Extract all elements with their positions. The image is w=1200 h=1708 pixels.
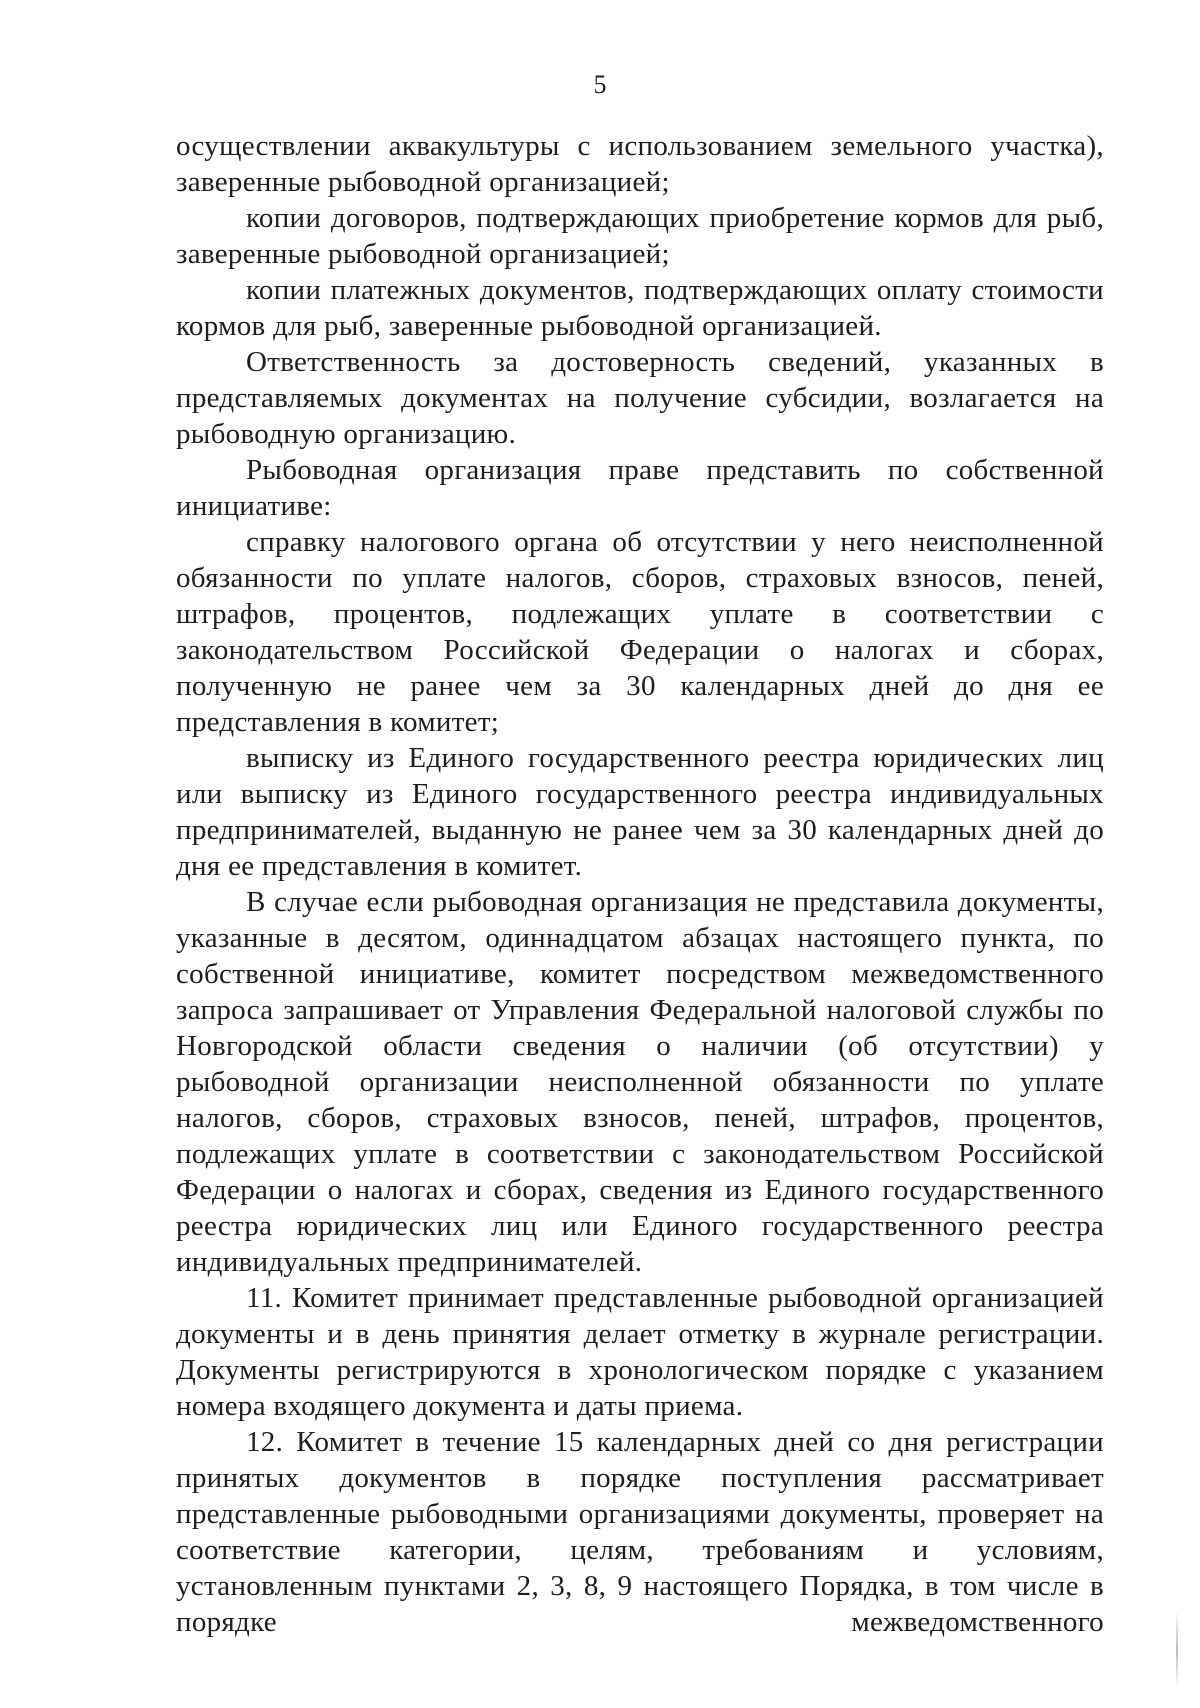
paragraph: Рыбоводная организация праве представить по собственной инициативе: — [176, 454, 1104, 522]
paragraph: выписку из Единого государственного реестра юридических лиц или выписку из Единого государственного реестра индивидуальных предпринимателей, выданную не ранее чем за 30 календарных дней до дня ее представления в комитет. — [176, 742, 1104, 882]
paragraph: В случае если рыбоводная организация не представила документы, указанные в десятом, одиннадцатом абзацах настоящего пункта, по собственной инициативе, комитет посредством межведомственного запроса запрашивает от Управления Федеральной налоговой службы по Новгородской области сведения о наличии (об отсутствии) у рыбоводной организации неисполненной обязанности по уплате налогов, сборов, страховых взносов, пеней, штрафов, процентов, подлежащих уплате в соответствии с законодательством Российской Федерации о налогах и сборах, сведения из Единого государственного реестра юридических лиц или Единого государственного реестра индивидуальных предпринимателей. — [176, 886, 1104, 1278]
paragraph: копии платежных документов, подтверждающих оплату стоимости кормов для рыб, заверенные рыбоводной организацией. — [176, 274, 1104, 342]
document-body — [176, 128, 1104, 1640]
paragraph: Ответственность за достоверность сведений, указанных в представляемых документах на получение субсидии, возлагается на рыбоводную организацию. — [176, 346, 1104, 450]
scan-edge-mark — [1176, 1610, 1178, 1690]
paragraph: справку налогового органа об отсутствии у него неисполненной обязанности по уплате налогов, сборов, страховых взносов, пеней, штрафов, процентов, подлежащих уплате в соответствии с законодательством Российской Федерации о налогах и сборах, полученную не ранее чем за 30 календарных дней до дня ее представления в комитет; — [176, 526, 1104, 738]
paragraph: осуществлении аквакультуры с использованием земельного участка), заверенные рыбоводной организацией; — [176, 130, 1104, 198]
paragraph: 11. Комитет принимает представленные рыбоводной организацией документы и в день принятия делает отметку в журнале регистрации. Документы регистрируются в хронологическом порядке с указанием номера входящего документа и даты приема. — [176, 1282, 1104, 1422]
paragraph-continued: 12. Комитет в течение 15 календарных дней со дня регистрации принятых документов в порядке поступления рассматривает представленные рыбоводными организациями документы, проверяет на соответствие категории, целям, требованиям и условиям, установленным пунктами 2, 3, 8, 9 настоящего Порядка, в том числе в порядке межведомственного — [176, 1426, 1104, 1638]
paragraph: копии договоров, подтверждающих приобретение кормов для рыб, заверенные рыбоводной организацией; — [176, 202, 1104, 270]
page-number: 5 — [593, 70, 607, 99]
